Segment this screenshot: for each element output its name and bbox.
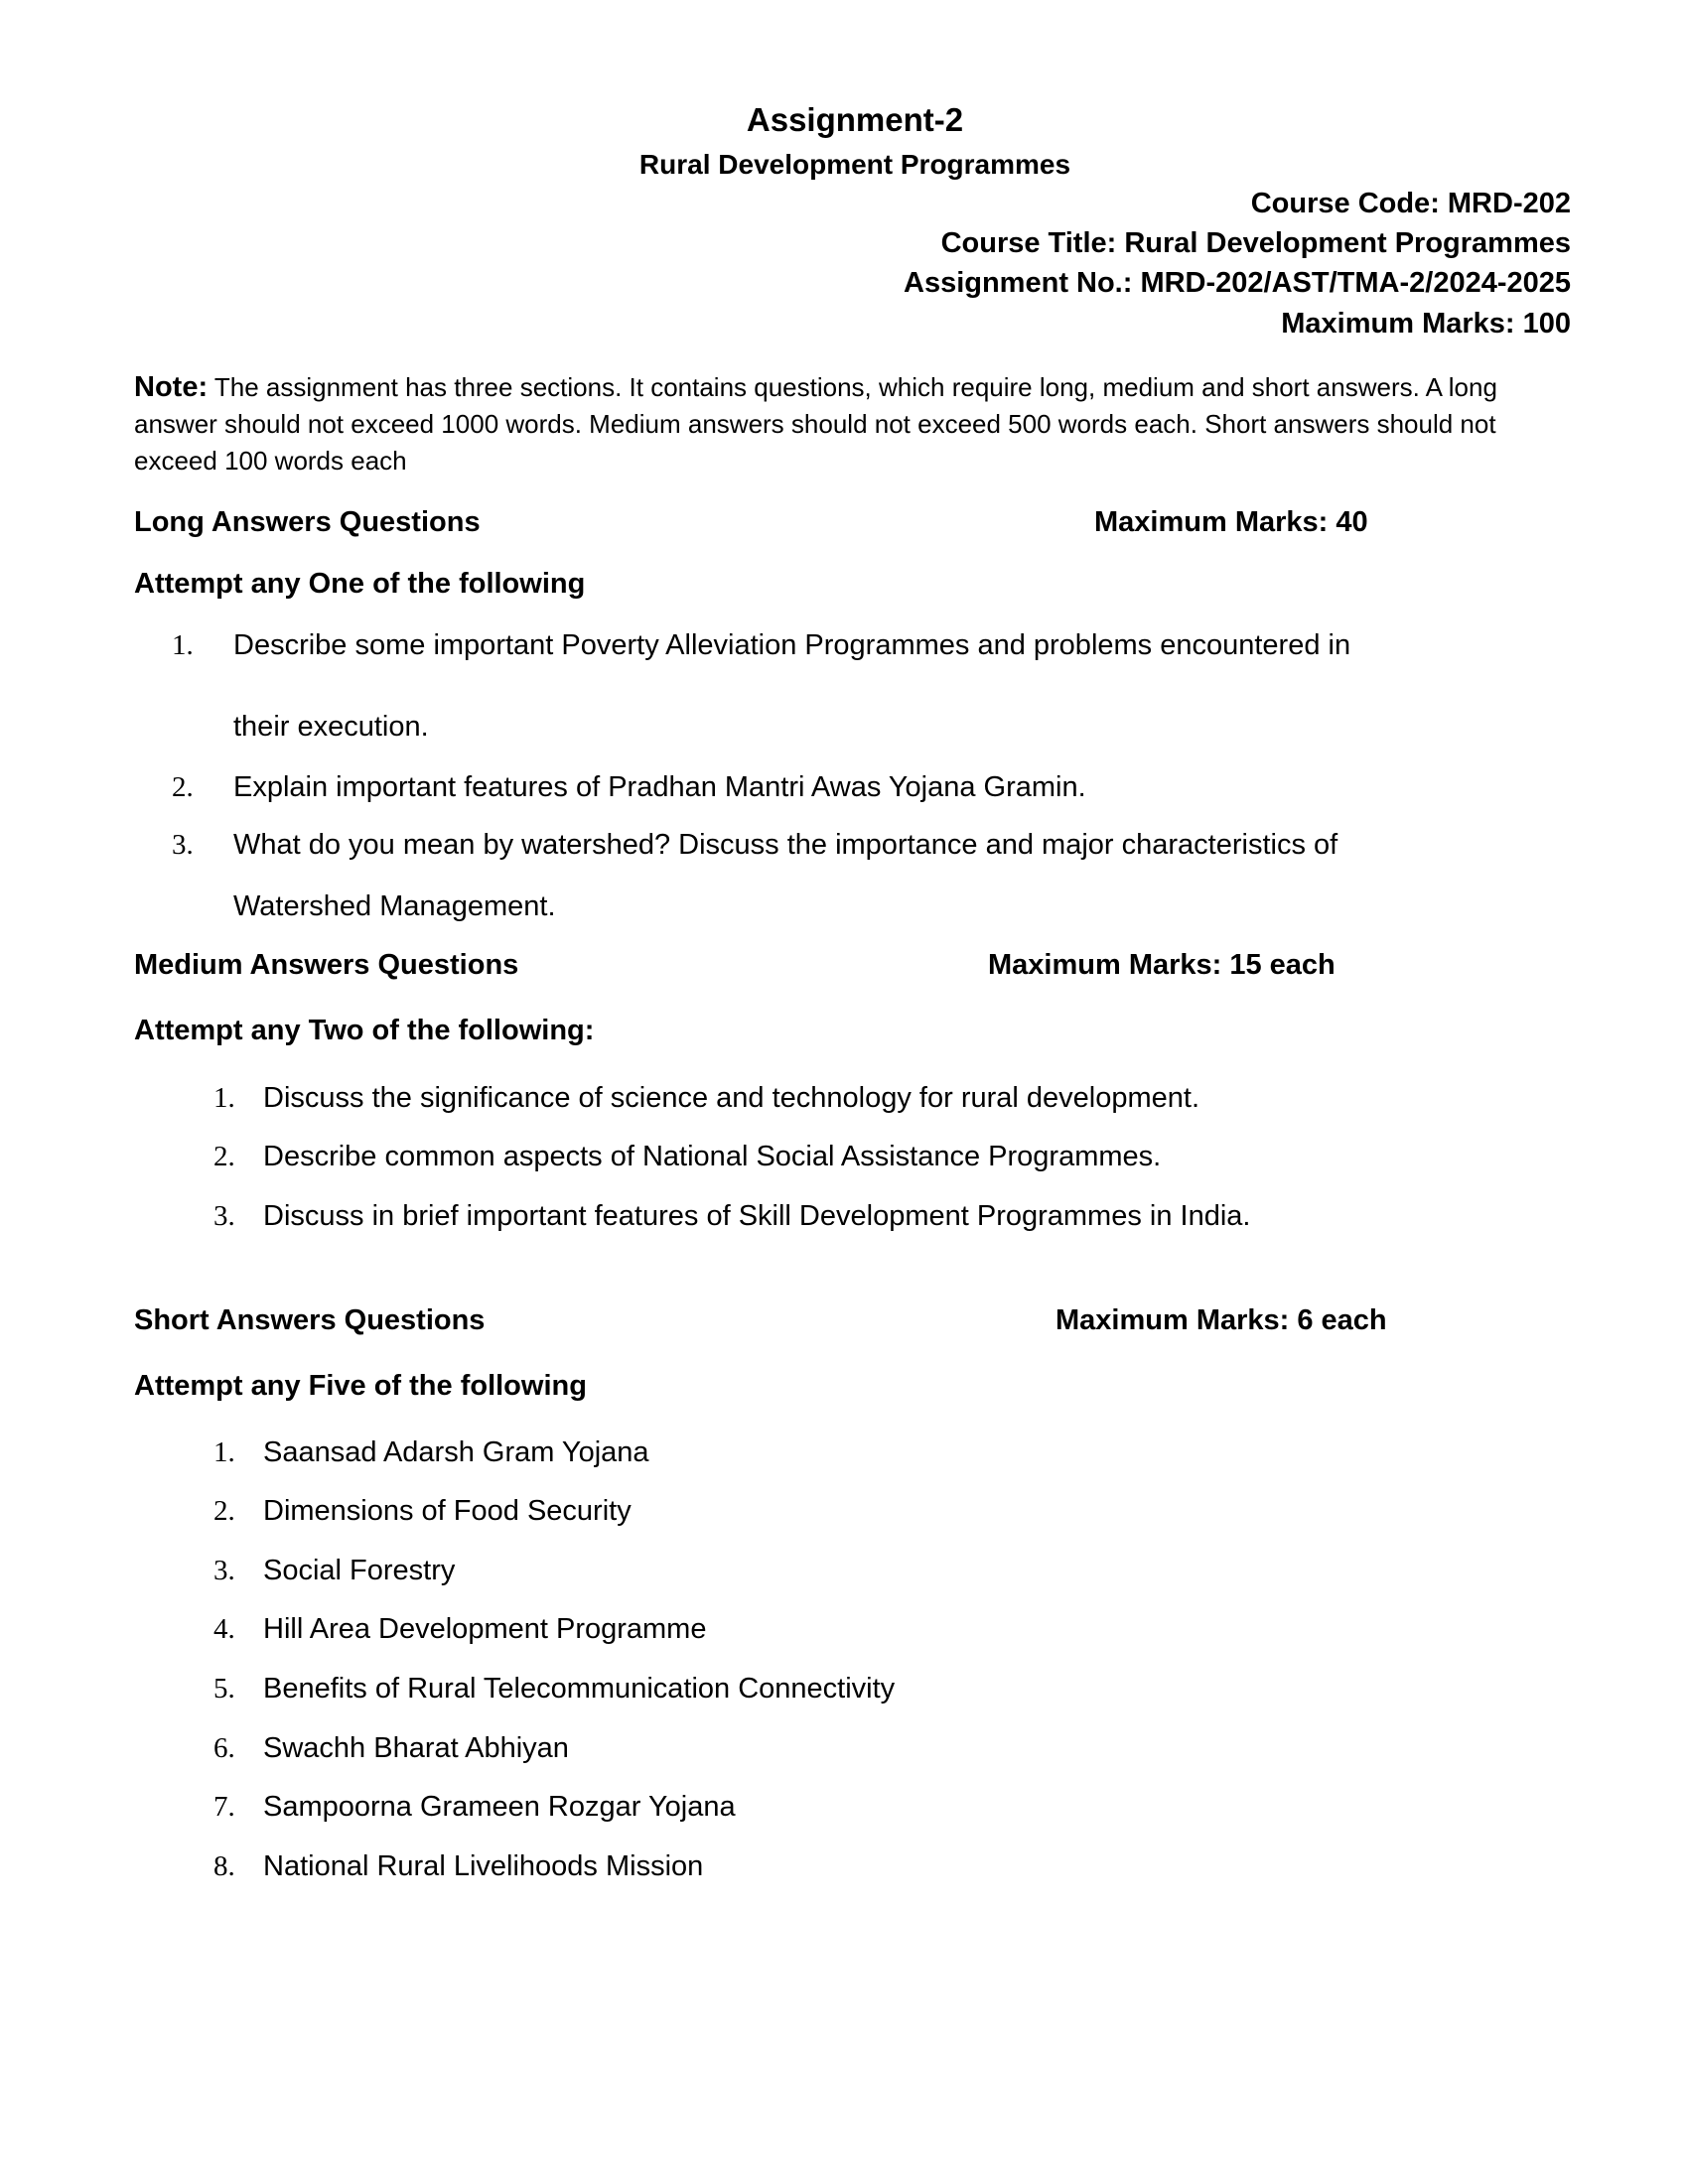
short-section-instruction: Attempt any Five of the following	[134, 1370, 587, 1402]
short-section-marks: Maximum Marks: 6 each	[1055, 1304, 1387, 1336]
short-question-text: Hill Area Development Programme	[263, 1613, 707, 1645]
course-title: Course Title: Rural Development Programmes	[940, 227, 1571, 259]
long-question-number: 2.	[172, 771, 194, 803]
medium-section-instruction: Attempt any Two of the following:	[134, 1015, 595, 1046]
short-question-number: 6.	[213, 1732, 235, 1764]
note-label: Note:	[134, 371, 209, 403]
assignment-subtitle: Rural Development Programmes	[638, 149, 1071, 180]
assignment-title: Assignment-2	[746, 101, 964, 138]
note-paragraph	[134, 369, 1564, 479]
long-section-instruction: Attempt any One of the following	[134, 568, 586, 600]
medium-question-text: Discuss the significance of science and technology for rural development.	[263, 1082, 1200, 1114]
medium-question-number: 1.	[213, 1082, 235, 1114]
long-question-text: Describe some important Poverty Alleviation Programmes and problems encountered in	[233, 629, 1351, 661]
long-question-text: What do you mean by watershed? Discuss the importance and major characteristics of	[233, 829, 1338, 861]
short-question-number: 1.	[213, 1436, 235, 1468]
short-question-text: Saansad Adarsh Gram Yojana	[263, 1436, 649, 1468]
medium-question-number: 3.	[213, 1200, 235, 1232]
short-question-text: Dimensions of Food Security	[263, 1495, 632, 1527]
long-question-number: 1.	[172, 629, 194, 661]
short-question-number: 7.	[213, 1791, 235, 1823]
short-question-number: 3.	[213, 1555, 235, 1586]
course-code: Course Code: MRD-202	[1250, 188, 1571, 219]
long-question-text: Explain important features of Pradhan Mantri Awas Yojana Gramin.	[233, 771, 1086, 803]
medium-question-number: 2.	[213, 1141, 235, 1172]
long-question-text-continued: Watershed Management.	[233, 890, 556, 922]
short-question-text: Sampoorna Grameen Rozgar Yojana	[263, 1791, 736, 1823]
short-question-number: 8.	[213, 1850, 235, 1882]
long-section-marks: Maximum Marks: 40	[1094, 506, 1368, 538]
medium-section-marks: Maximum Marks: 15 each	[988, 949, 1336, 981]
assignment-number: Assignment No.: MRD-202/AST/TMA-2/2024-2025	[904, 267, 1571, 299]
short-section-heading: Short Answers Questions	[134, 1304, 486, 1336]
short-question-text: Swachh Bharat Abhiyan	[263, 1732, 569, 1764]
short-question-text: Benefits of Rural Telecommunication Connectivity	[263, 1673, 896, 1705]
short-question-number: 2.	[213, 1495, 235, 1527]
long-section-heading: Long Answers Questions	[134, 506, 481, 538]
medium-section-heading: Medium Answers Questions	[134, 949, 519, 981]
medium-question-text: Discuss in brief important features of Skill Development Programmes in India.	[263, 1200, 1251, 1232]
note-text: The assignment has three sections. It contains questions, which require long, medium and short answers. A long answer should not exceed 1000 words. Medium answers should not exceed 500 words each. Short answers should not exceed 100 words each	[134, 372, 1497, 476]
short-question-number: 4.	[213, 1613, 235, 1645]
maximum-marks-total: Maximum Marks: 100	[1281, 308, 1571, 340]
short-question-text: National Rural Livelihoods Mission	[263, 1850, 704, 1882]
short-question-number: 5.	[213, 1673, 235, 1705]
long-question-text-continued: their execution.	[233, 711, 429, 743]
medium-question-text: Describe common aspects of National Social Assistance Programmes.	[263, 1141, 1162, 1172]
long-question-number: 3.	[172, 829, 194, 861]
short-question-text: Social Forestry	[263, 1555, 456, 1586]
